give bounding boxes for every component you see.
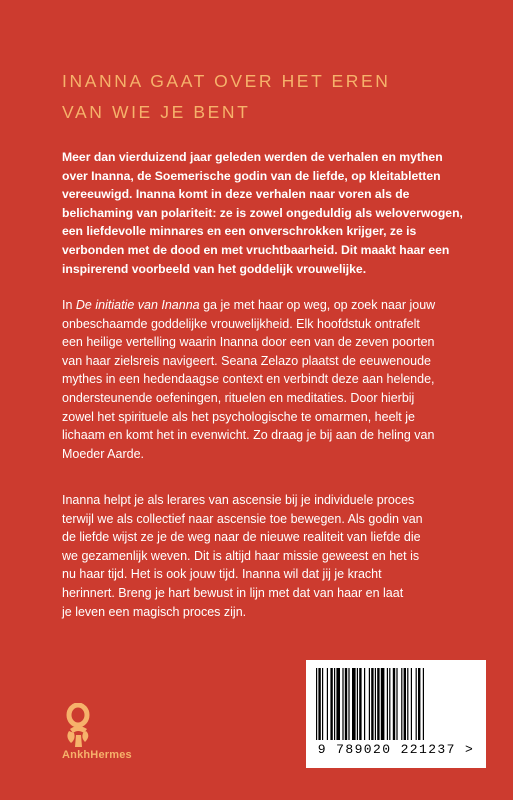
barcode-bar <box>316 668 317 740</box>
barcode-bars <box>316 668 476 742</box>
barcode-bar <box>357 668 358 740</box>
description-paragraph <box>62 296 482 463</box>
intro-paragraph <box>62 148 482 278</box>
barcode-bar <box>396 668 397 740</box>
intro-line: over Inanna, de Soemerische godin van de liefde, op kleitabletten <box>62 168 441 183</box>
barcode-bar <box>352 668 356 740</box>
barcode-bar <box>401 668 402 740</box>
barcode-bar <box>369 668 370 740</box>
description-line: lichaam en komt het in evenwicht. Zo draag je bij aan de heling van <box>62 428 435 443</box>
barcode-bar <box>423 668 424 740</box>
ascension-line: nu haar tijd. Het is ook jouw tijd. Inanna wil dat jij je kracht <box>62 567 382 582</box>
barcode-bar <box>418 668 420 740</box>
barcode-bar <box>407 668 408 740</box>
ascension-line: Inanna helpt je als lerares van ascensie bij je individuele proces <box>62 493 415 507</box>
description-line: ondersteunende oefeningen, rituelen en meditaties. Door hierbij <box>62 390 415 405</box>
barcode-bar <box>393 668 395 740</box>
ascension-line: terwijl we als collectief naar ascensie toe bewegen. Als godin van <box>62 511 423 526</box>
barcode-bar <box>336 668 340 740</box>
barcode-bar <box>375 668 376 740</box>
ascension-line: de liefde wijst ze je de weg naar de nieuwe realiteit van liefde die <box>62 530 421 545</box>
barcode-bar <box>377 668 379 740</box>
barcode-bar <box>364 668 365 740</box>
publisher-name: AnkhHermes <box>62 749 132 761</box>
barcode-bar <box>318 668 320 740</box>
heading-line-2: VAN WIE JE BENT <box>62 102 251 122</box>
intro-line: inspirerend voorbeeld van het goddelijk vrouwelijke. <box>62 261 367 276</box>
barcode-bar <box>327 668 328 740</box>
description-line: zowel het spirituele als het psychologische te omarmen, heelt je <box>62 409 415 424</box>
ankh-figure-icon <box>62 703 132 773</box>
ascension-line: we gezamenlijk weven. Dit is altijd haar missie geweest en het is <box>62 548 420 563</box>
ascension-line: je leven een magisch proces zijn. <box>62 604 247 619</box>
ascension-paragraph <box>62 491 482 621</box>
barcode-bar <box>371 668 373 740</box>
barcode-bar <box>387 668 388 740</box>
barcode-bar <box>359 668 361 740</box>
barcode-bar <box>342 668 343 740</box>
book-title: De initiatie van Inanna <box>75 298 200 312</box>
barcode-bar <box>334 668 335 740</box>
isbn-barcode <box>306 660 486 768</box>
barcode-bar <box>416 668 417 740</box>
heading-line-1: INANNA GAAT OVER HET EREN <box>62 71 391 91</box>
intro-line: belichaming van polariteit: ze is zowel ongeduldig als weloverwogen, <box>62 205 463 220</box>
barcode-bar <box>322 668 323 740</box>
barcode-bar <box>389 668 390 740</box>
ascension-line: herinnert. Breng je hart bewust in lijn met dat van haar en laat <box>62 585 404 600</box>
description-line: onbeschaamde goddelijke vrouwelijkheid. Elk hoofdstuk ontrafelt <box>62 316 420 331</box>
description-line: van haar zielsreis navigeert. Seana Zelazo plaatst de eeuwenoude <box>62 353 431 368</box>
intro-line: een liefdevolle minnares en een onverschrokken krijger, ze is <box>62 224 417 239</box>
barcode-bar <box>411 668 412 740</box>
cover-heading <box>62 66 482 128</box>
description-line: mythes in een hedendaagse context en verbindt deze aan helende, <box>62 372 435 387</box>
description-first-line <box>62 296 482 315</box>
barcode-bar <box>381 668 385 740</box>
description-line: Moeder Aarde. <box>62 446 144 461</box>
barcode-bar <box>345 668 347 740</box>
barcode-bar <box>348 668 349 740</box>
intro-line: vereeuwigd. Inanna komt in deze verhalen naar voren als de <box>62 187 410 202</box>
line-suffix: ga je met haar op weg, op zoek naar jouw <box>199 298 436 312</box>
description-line: een heilige vertelling waarin Inanna door een van de zeven poorten <box>62 335 435 350</box>
barcode-bar <box>404 668 406 740</box>
intro-line: Meer dan vierduizend jaar geleden werden de verhalen en mythen <box>62 150 443 164</box>
barcode-bar <box>330 668 332 740</box>
intro-line: verbonden met de dood en met vruchtbaarheid. Dit maakt haar een <box>62 242 450 257</box>
barcode-digits: 9 789020 221237 > <box>317 742 475 757</box>
line-prefix: In <box>62 298 76 312</box>
